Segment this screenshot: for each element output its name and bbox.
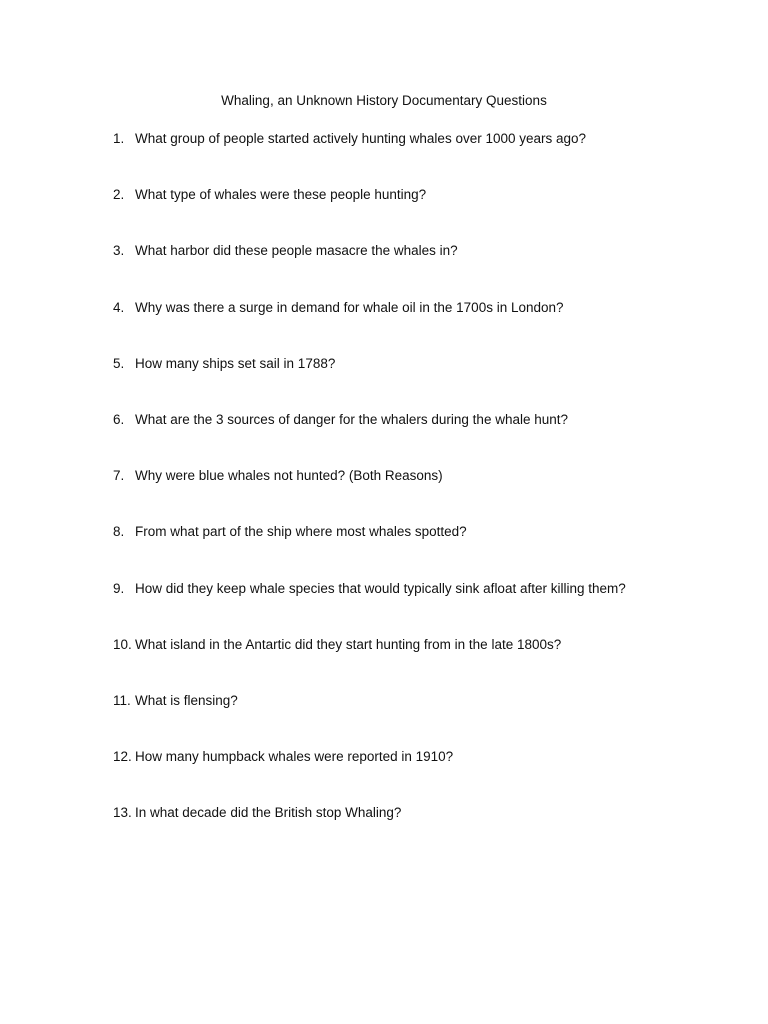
question-number: 3. [113, 243, 125, 259]
question-number: 9. [113, 580, 125, 596]
question-number: 13. [113, 805, 132, 821]
question-item [113, 748, 626, 804]
question-item [113, 580, 626, 636]
question-item [113, 692, 626, 748]
question-number: 7. [113, 468, 125, 484]
question-text: What harbor did these people masacre the whales in? [135, 243, 458, 259]
question-item [113, 299, 626, 355]
document-title: Whaling, an Unknown History Documentary Questions [221, 93, 547, 108]
question-item [113, 804, 626, 860]
question-item [113, 411, 626, 467]
question-number: 12. [113, 749, 132, 765]
question-number: 2. [113, 187, 125, 203]
question-text: Why was there a surge in demand for whale oil in the 1700s in London? [135, 299, 564, 315]
question-number: 8. [113, 524, 125, 540]
question-item [113, 523, 626, 579]
question-text: What type of whales were these people hunting? [135, 187, 427, 203]
question-item [113, 242, 626, 298]
question-text: From what part of the ship where most whales spotted? [135, 524, 467, 540]
question-text: How many humpback whales were reported in 1910? [135, 749, 454, 765]
question-item [113, 355, 626, 411]
question-text: In what decade did the British stop Whaling? [135, 805, 402, 821]
question-item [113, 467, 626, 523]
question-number: 10. [113, 636, 132, 652]
question-item [113, 636, 626, 692]
question-text: How did they keep whale species that would typically sink afloat after killing them? [135, 580, 626, 596]
question-number: 11. [113, 692, 131, 708]
question-number: 1. [113, 131, 125, 146]
question-number: 6. [113, 411, 125, 427]
question-text: What are the 3 sources of danger for the whalers during the whale hunt? [135, 411, 569, 427]
question-text: How many ships set sail in 1788? [135, 355, 336, 371]
question-text: What group of people started actively hunting whales over 1000 years ago? [135, 131, 587, 146]
question-number: 4. [113, 299, 125, 315]
question-item [113, 130, 626, 186]
question-text: What island in the Antartic did they start hunting from in the late 1800s? [135, 636, 562, 652]
question-list [113, 130, 626, 860]
question-item [113, 186, 626, 242]
question-text: What is flensing? [135, 692, 238, 708]
question-text: Why were blue whales not hunted? (Both Reasons) [135, 468, 443, 484]
question-number: 5. [113, 355, 125, 371]
